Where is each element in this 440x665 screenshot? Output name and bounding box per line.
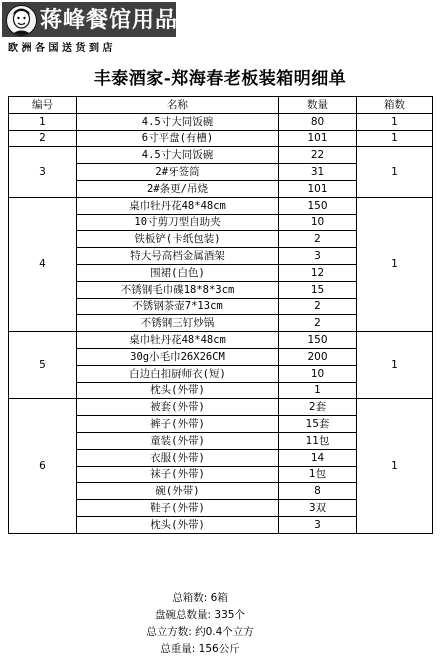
summary-block bbox=[100, 590, 300, 658]
item-name: 枕头(外带) bbox=[77, 516, 279, 533]
item-name: 白边白扣厨师衣(短) bbox=[77, 365, 279, 382]
item-name: 不锈钢三钉炒锅 bbox=[77, 315, 279, 332]
item-name: 10寸剪刀型自助夹 bbox=[77, 214, 279, 231]
table-row bbox=[9, 399, 433, 416]
table-row bbox=[9, 197, 433, 214]
brand-logo bbox=[2, 2, 179, 54]
header-quantity: 数量 bbox=[279, 97, 357, 114]
item-name: 特大号高档金属酒架 bbox=[77, 248, 279, 265]
group-number: 4 bbox=[9, 197, 77, 331]
item-name: 衣服(外带) bbox=[77, 449, 279, 466]
item-quantity: 14 bbox=[279, 449, 357, 466]
packing-list-table bbox=[8, 96, 433, 534]
item-name: 2#牙签筒 bbox=[77, 164, 279, 181]
item-quantity: 80 bbox=[279, 113, 357, 130]
item-quantity: 101 bbox=[279, 180, 357, 197]
item-name: 枕头(外带) bbox=[77, 382, 279, 399]
item-quantity: 10 bbox=[279, 214, 357, 231]
item-quantity: 31 bbox=[279, 164, 357, 181]
item-name: 6寸平盘(有槽) bbox=[77, 130, 279, 147]
item-name: 4.5寸大同饭碗 bbox=[77, 113, 279, 130]
item-name: 30g小毛巾26X26CM bbox=[77, 348, 279, 365]
table-row bbox=[9, 130, 433, 147]
item-quantity: 10 bbox=[279, 365, 357, 382]
brand-name: 蒋峰餐馆用品 bbox=[40, 7, 179, 33]
table-header-row bbox=[9, 97, 433, 114]
header-boxes: 箱数 bbox=[357, 97, 433, 114]
item-name: 童装(外带) bbox=[77, 432, 279, 449]
item-name: 碗(外带) bbox=[77, 483, 279, 500]
item-name: 铁板铲(卡纸包装) bbox=[77, 231, 279, 248]
item-quantity: 22 bbox=[279, 147, 357, 164]
item-quantity: 3 bbox=[279, 248, 357, 265]
item-name: 2#条更/吊烧 bbox=[77, 180, 279, 197]
item-name: 桌巾牡丹花48*48cm bbox=[77, 197, 279, 214]
table-row bbox=[9, 332, 433, 349]
header-name: 名称 bbox=[77, 97, 279, 114]
chef-portrait-icon bbox=[6, 5, 37, 36]
group-box-count: 1 bbox=[357, 147, 433, 197]
summary-total-dishes: 盘碗总数量: 335个 bbox=[155, 609, 245, 621]
item-quantity: 8 bbox=[279, 483, 357, 500]
item-quantity: 1包 bbox=[279, 466, 357, 483]
item-quantity: 1 bbox=[279, 382, 357, 399]
group-number: 5 bbox=[9, 332, 77, 399]
group-box-count: 1 bbox=[357, 197, 433, 331]
group-number: 1 bbox=[9, 113, 77, 130]
item-name: 不锈钢毛巾碟18*8*3cm bbox=[77, 281, 279, 298]
item-name: 桌巾牡丹花48*48cm bbox=[77, 332, 279, 349]
item-name: 裤子(外带) bbox=[77, 416, 279, 433]
group-number: 6 bbox=[9, 399, 77, 533]
group-number: 3 bbox=[9, 147, 77, 197]
brand-banner bbox=[2, 2, 179, 37]
document-title: 丰泰酒家-郑海春老板装箱明细单 bbox=[93, 69, 347, 89]
item-quantity: 15 bbox=[279, 281, 357, 298]
item-quantity: 200 bbox=[279, 348, 357, 365]
item-quantity: 2 bbox=[279, 298, 357, 315]
item-quantity: 15套 bbox=[279, 416, 357, 433]
item-quantity: 3 bbox=[279, 516, 357, 533]
table-body bbox=[9, 113, 433, 533]
item-quantity: 2套 bbox=[279, 399, 357, 416]
item-name: 鞋子(外带) bbox=[77, 500, 279, 517]
summary-total-volume: 总立方数: 约0.4个立方 bbox=[146, 626, 254, 638]
item-quantity: 11包 bbox=[279, 432, 357, 449]
item-name: 围裙(白色) bbox=[77, 264, 279, 281]
item-name: 不锈钢茶壶7*13cm bbox=[77, 298, 279, 315]
group-box-count: 1 bbox=[357, 399, 433, 533]
group-box-count: 1 bbox=[357, 113, 433, 130]
table-row bbox=[9, 147, 433, 164]
group-number: 2 bbox=[9, 130, 77, 147]
item-quantity: 3双 bbox=[279, 500, 357, 517]
item-quantity: 2 bbox=[279, 231, 357, 248]
item-quantity: 150 bbox=[279, 332, 357, 349]
table-row bbox=[9, 113, 433, 130]
summary-total-weight: 总重量: 156公斤 bbox=[160, 643, 240, 655]
summary-total-boxes: 总箱数: 6箱 bbox=[172, 592, 228, 604]
group-box-count: 1 bbox=[357, 332, 433, 399]
brand-subtitle: 欧洲各国送货到店 bbox=[8, 43, 116, 54]
header-number: 编号 bbox=[9, 97, 77, 114]
item-name: 4.5寸大同饭碗 bbox=[77, 147, 279, 164]
group-box-count: 1 bbox=[357, 130, 433, 147]
item-quantity: 150 bbox=[279, 197, 357, 214]
item-quantity: 101 bbox=[279, 130, 357, 147]
item-quantity: 12 bbox=[279, 264, 357, 281]
item-quantity: 2 bbox=[279, 315, 357, 332]
item-name: 袜子(外带) bbox=[77, 466, 279, 483]
item-name: 被套(外带) bbox=[77, 399, 279, 416]
